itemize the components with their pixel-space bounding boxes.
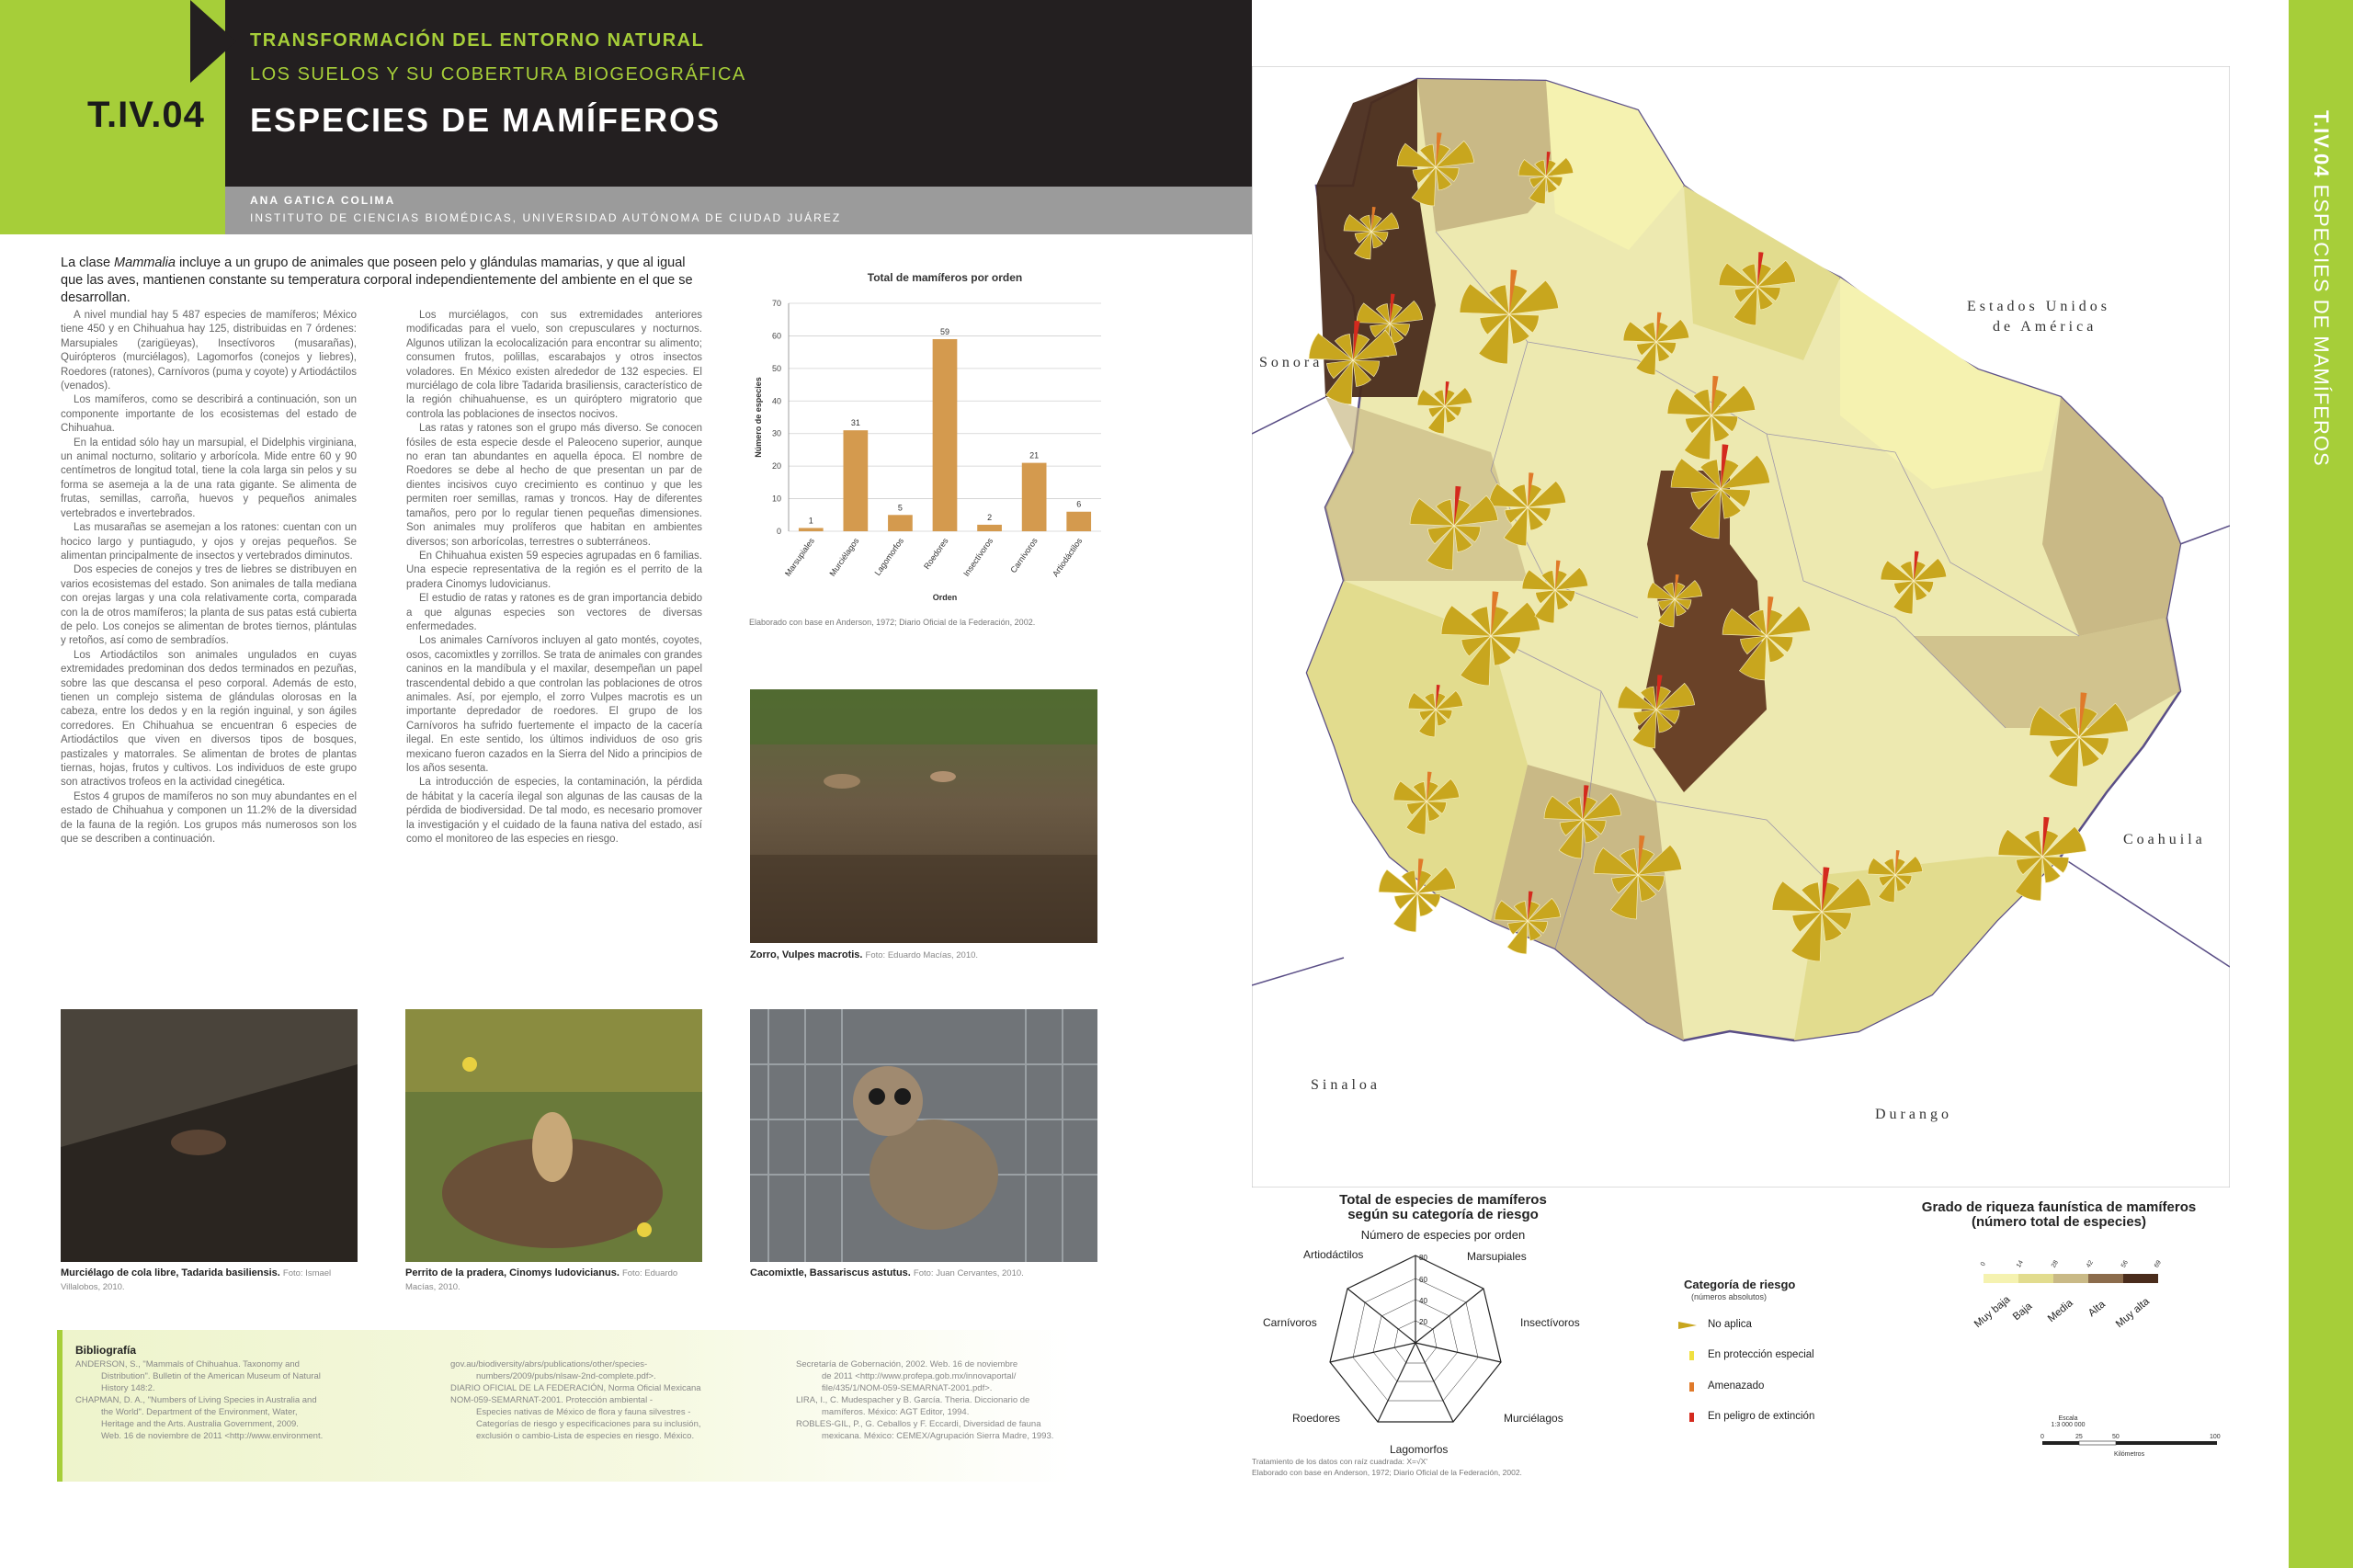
- y-tick-label: 60: [771, 331, 781, 341]
- richness-break: 14: [2015, 1259, 2025, 1269]
- y-tick-label: 30: [771, 428, 781, 438]
- bibliography-accent: [57, 1330, 63, 1482]
- y-tick-label: 40: [771, 396, 781, 406]
- y-axis-label: Número de especies: [754, 377, 763, 458]
- bar: [1066, 512, 1091, 531]
- caption-credit: Foto: Ismael Villalobos, 2010.: [61, 1268, 332, 1292]
- richness-swatch: [2123, 1274, 2158, 1283]
- paragraph: Los Artiodáctilos son animales ungulados en cuyas extremidades predominan dos dedos terminados en pezuñas, sobre las que descansa el peso corporal. Además de esto, tienen un complejo sistema de glándulas olorosas en la cabeza, entre los dedos y en la región inguinal, y son ágiles corredores. En Chihuahua se encuentran 6 especies de Artiodáctilos que viven en diversos tipos de bosques, pastizales y matorrales. Se alimentan de brotes de plantas tiernas, hojas, frutos y cultivos. Los individuos de este grupo son atractivos trofeos en la actividad cinegética.: [61, 649, 357, 789]
- category-label: Insectívoros: [961, 536, 995, 578]
- author-name: ANA GATICA COLIMA: [250, 194, 396, 207]
- side-title-text: ESPECIES DE MAMÍFEROS: [2310, 184, 2333, 467]
- richness-swatch: [1984, 1274, 2018, 1283]
- category-label: En protección especial: [1708, 1349, 1814, 1360]
- bibliography-line: NOM-059-SEMARNAT-2001. Protección ambiental -: [450, 1395, 653, 1405]
- paragraph: En la entidad sólo hay un marsupial, el Didelphis virginiana, un animal nocturno, solitario y arborícola. Mide entre 60 y 90 centímetros de longitud total, tiene la cola larga sin pelos y su forma se asemeja a la de una rata gigante. Se alimenta de frutas, semillas, carroña, huevos y pequeños animales vertebrados e invertebrados.: [61, 437, 357, 519]
- paragraph: Los mamíferos, como se describirá a continuación, son un componente importante de los ecosistemas del estado de Chihuahua.: [61, 394, 357, 435]
- map-source-note: [1252, 1456, 1522, 1478]
- x-axis-label: Orden: [932, 593, 958, 602]
- scale-title: Escala: [2058, 1415, 2078, 1422]
- map-note-2: Elaborado con base en Anderson, 1972; Diario Oficial de la Federación, 2002.: [1252, 1468, 1522, 1477]
- radar-label: Lagomorfos: [1390, 1443, 1449, 1456]
- bar-value-label: 31: [850, 418, 860, 428]
- author-institution: INSTITUTO DE CIENCIAS BIOMÉDICAS, UNIVERSIDAD AUTÓNOMA DE CIUDAD JUÁREZ: [250, 211, 842, 224]
- lead-paragraph: [61, 255, 704, 307]
- bibliography-column-2: [450, 1358, 745, 1442]
- bibliography-line: ROBLES-GIL, P., G. Ceballos y F. Eccardi, Diversidad de fauna: [796, 1419, 1041, 1429]
- photo-prairie-dog-caption: [405, 1267, 709, 1294]
- header-arrow-icon: [190, 0, 236, 83]
- richness-swatch: [2018, 1274, 2053, 1283]
- bibliography-line: mexicana. México: CEMEX/Agrupación Sierra Madre, 1993.: [822, 1431, 1054, 1441]
- bar: [888, 515, 913, 531]
- radar-label: Artiodáctilos: [1303, 1248, 1364, 1261]
- bibliography-line: Web. 16 de noviembre de 2011 <http://www.environment.: [101, 1431, 324, 1441]
- photo-bat-caption: [61, 1267, 364, 1294]
- paragraph: Los animales Carnívoros incluyen al gato montés, coyotes, osos, cacomixtles y zorrillos. Se trata de animales con grandes caninos en la mandíbula y el maxilar, desempeñan un papel trascendental debido a que controlan las poblaciones de otros animales. Así, por ejemplo, el zorro Vulpes macrotis es un importante depredador de roedores. El grupo de los Carnívoros ha sufrido fuertemente el impacto de la cacería ilegal. En este sentido, los últimos individuos de oso gris mexicano fueron cazados en la Sierra del Nido a principios de los años sesenta.: [406, 635, 702, 774]
- richness-break: 0: [1979, 1261, 1987, 1267]
- category-label: Marsupiales: [782, 536, 816, 578]
- category-swatch-peligro: [1689, 1413, 1694, 1422]
- richness-break: 69: [2153, 1259, 2163, 1269]
- scale-bar: [2040, 1434, 2224, 1471]
- richness-label: Muy baja: [1972, 1293, 2013, 1331]
- page-title: ESPECIES DE MAMÍFEROS: [250, 101, 722, 139]
- bibliography-column-1: [75, 1358, 369, 1442]
- paragraph: La introducción de especies, la contaminación, la pérdida de hábitat y la cacería ilegal son algunas de las causas de la pérdida de biodiversidad. De tal modo, es necesario promover la investigación y el cuidado de la fauna nativa del estado, así como el monitoreo de las especies en riesgo.: [406, 777, 702, 846]
- bar-value-label: 2: [987, 512, 993, 522]
- chapter-code: T.IV.04: [87, 95, 205, 135]
- bibliography-line: gov.au/biodiversity/abrs/publications/other/species-: [450, 1359, 648, 1369]
- bar: [977, 525, 1002, 531]
- risk-legend-subtitle: Número de especies por orden: [1360, 1228, 1526, 1242]
- photo-bat: [61, 1009, 358, 1262]
- bar: [933, 339, 958, 531]
- side-title: [2309, 110, 2333, 467]
- caption-text: Perrito de la pradera, Cinomys ludovicianus.: [405, 1267, 620, 1278]
- bibliography-title: Bibliografía: [75, 1344, 137, 1357]
- side-code: T.IV.04: [2310, 110, 2333, 178]
- category-label: Amenazado: [1708, 1381, 1765, 1392]
- caption-credit: Foto: Eduardo Macías, 2010.: [865, 950, 979, 960]
- risk-legend-title: [1259, 1193, 1627, 1222]
- paragraph: El estudio de ratas y ratones es de gran importancia debido a que algunas especies son vectores de diversas enfermedades.: [406, 593, 702, 632]
- chihuahua-map: [1252, 66, 2230, 1187]
- bibliography-line: Distribution". Bulletin of the American Museum of Natural: [101, 1371, 321, 1381]
- category-label: Roedores: [922, 536, 950, 572]
- text-column-1: [61, 309, 357, 846]
- bar-value-label: 1: [808, 516, 813, 526]
- label-usa-2: de América: [1993, 319, 2097, 335]
- bibliography-line: the World". Department of the Environment, Water,: [101, 1407, 298, 1417]
- category-swatch-amenazado: [1689, 1382, 1694, 1392]
- bibliography-line: CHAPMAN, D. A., "Numbers of Living Species in Australia and: [75, 1395, 317, 1405]
- bibliography-line: mamíferos. México: AGT Editor, 1994.: [822, 1407, 970, 1417]
- chart-source: Elaborado con base en Anderson, 1972; Diario Oficial de la Federación, 2002.: [749, 618, 1036, 627]
- bibliography-column-3: [796, 1358, 1090, 1442]
- richness-break: 28: [2050, 1259, 2060, 1269]
- category-label: Lagomorfos: [872, 536, 906, 578]
- bibliography-line: Secretaría de Gobernación, 2002. Web. 16 de noviembre: [796, 1359, 1018, 1369]
- paragraph: Estos 4 grupos de mamíferos no son muy abundantes en el estado de Chihuahua y componen un 11.2% de la diversidad de la fauna de la región. Los grupos más numerosos son los que se describen a continuación.: [61, 790, 357, 846]
- richness-color-bar: [1984, 1274, 2158, 1283]
- richness-legend-title: [1893, 1200, 2224, 1230]
- y-tick-label: 10: [771, 494, 781, 504]
- radar-tick: 20: [1419, 1318, 1427, 1326]
- chart-title: Total de mamíferos por orden: [867, 271, 1023, 284]
- caption-credit: Foto: Juan Cervantes, 2010.: [913, 1268, 1024, 1278]
- caption-text: Cacomixtle, Bassariscus astutus.: [750, 1267, 911, 1278]
- photo-ringtail: [750, 1009, 1097, 1262]
- category-label: Murciélagos: [827, 536, 861, 578]
- bar-value-label: 6: [1076, 499, 1082, 509]
- map-note-1: Tratamiento de los datos con raíz cuadrada: X=√X': [1252, 1457, 1427, 1466]
- photo-fox-caption: [750, 949, 1097, 962]
- category-label: Artiodáctilos: [1051, 536, 1085, 579]
- richness-break: 42: [2085, 1259, 2095, 1269]
- scale-tick: 100: [2210, 1434, 2221, 1440]
- category-label: Carnívoros: [1008, 536, 1040, 575]
- richness-label: Alta: [2086, 1299, 2108, 1320]
- scale-unit: Kilómetros: [2114, 1451, 2145, 1458]
- bibliography-line: DIARIO OFICIAL DE LA FEDERACIÓN, Norma Oficial Mexicana: [450, 1383, 701, 1393]
- richness-swatch: [2088, 1274, 2123, 1283]
- richness-legend-title-1: Grado de riqueza faunística de mamíferos: [1921, 1199, 2197, 1215]
- y-tick-label: 0: [776, 527, 781, 536]
- category-label: No aplica: [1708, 1319, 1752, 1330]
- richness-label: Muy alta: [2114, 1296, 2153, 1331]
- subsection-title: LOS SUELOS Y SU COBERTURA BIOGEOGRÁFICA: [250, 64, 746, 85]
- richness-label: Baja: [2011, 1301, 2035, 1324]
- bibliography-line: Heritage and the Arts. Australia Government, 2009.: [101, 1419, 299, 1429]
- paragraph: Las musarañas se asemejan a los ratones: cuentan con un hocico largo y puntiagudo, y ojos y orejas pequeños. Se alimentan principalmente de insectos y vertebrados diminutos.: [61, 522, 357, 562]
- lead-italic: Mammalia: [114, 256, 176, 270]
- radar-tick: 60: [1419, 1276, 1427, 1284]
- y-tick-label: 50: [771, 363, 781, 373]
- radar-label: Roedores: [1292, 1412, 1341, 1425]
- paragraph: A nivel mundial hay 5 487 especies de mamíferos; México tiene 450 y en Chihuahua hay 125, distribuidas en 7 órdenes: Marsupiales (zarigüeyas), Insectívoros (musarañas), Quirópteros (murciélagos), Lagomorfos (conejos y liebres), Roedores (ratones), Carnívoros (puma y coyote) y Artiodáctilos (venados).: [61, 310, 357, 392]
- y-tick-label: 20: [771, 461, 781, 472]
- paragraph: Los murciélagos, con sus extremidades anteriores modificadas para el vuelo, son crepusculares y nocturnos. Algunos utilizan la ecolocalización para encontrar su alimento; consumen frutos, polillas, escarabajos y otros insectos voladores. En México existen alrededor de 132 especies. El murciélago de cola libre Tadarida brasiliensis, característico de la región chihuahuense, es un quiróptero migratorio que controla las poblaciones de insectos nocivos.: [406, 310, 702, 420]
- paragraph: En Chihuahua existen 59 especies agrupadas en 6 familias. Una especie representativa de la región es el perrito de la pradera Cinomys ludovicianus.: [406, 550, 702, 590]
- bar: [799, 528, 824, 531]
- bar-value-label: 21: [1029, 450, 1040, 460]
- bar: [844, 430, 869, 531]
- paragraph: Las ratas y ratones son el grupo más diverso. Se conocen fósiles de esta especie desde el Paleoceno superior, aunque no eran tan abundantes en aquella época. El nombre de Roedores se debe al hecho de que presentan un par de dientes incisivos cuyo crecimiento es continuo y que les permiten roer semillas, ramas y troncos. Hay de diferentes tamaños, pero por lo regular tienen pequeñas dimensiones. Son animales muy prolíferos que habitan en ambientes diversos; son arborícolas, terrestres o subterráneos.: [406, 423, 702, 548]
- bar: [1022, 463, 1047, 531]
- richness-label: Media: [2046, 1297, 2075, 1325]
- bibliography-line: LIRA, I., C. Mudespacher y B. García. Theria. Diccionario de: [796, 1395, 1030, 1405]
- category-swatch-no-aplica: [1678, 1320, 1697, 1331]
- text-column-2: [406, 309, 702, 846]
- category-label: En peligro de extinción: [1708, 1411, 1815, 1422]
- bibliography-line: numbers/2009/pubs/nlsaw-2nd-complete.pdf>.: [476, 1371, 656, 1381]
- label-sonora: Sonora: [1259, 355, 1324, 370]
- category-legend-subtitle: (números absolutos): [1691, 1292, 1768, 1301]
- lead-post: incluye a un grupo de animales que poseen pelo y glándulas mamarias, y que al igual que las aves, mantienen constante su temperatura corporal independientemente del ambiente en el que se desarrollan.: [61, 256, 693, 305]
- bibliography-line: Categorías de riesgo y especificaciones para su inclusión,: [476, 1419, 701, 1429]
- bibliography-line: ANDERSON, S., "Mammals of Chihuahua. Taxonomy and: [75, 1359, 300, 1369]
- scale: [2022, 1415, 2114, 1428]
- radar-tick: 40: [1419, 1297, 1427, 1305]
- richness-legend-title-2: (número total de especies): [1971, 1214, 2147, 1230]
- richness-break: 56: [2120, 1259, 2130, 1269]
- bar-chart: [735, 267, 1131, 634]
- paragraph: Dos especies de conejos y tres de liebres se distribuyen en varios ecosistemas del estado. Son animales de talla mediana con orejas largas y una cola relativamente corta, comparada con la de otros mamíferos; la planta de sus patas está cubierta de pelo. Los conejos se alimentan de brotes tiernos, plántulas y retoños, así como de sembradíos.: [61, 564, 357, 647]
- radar-label: Marsupiales: [1467, 1250, 1527, 1263]
- category-swatch-proteccion: [1689, 1351, 1694, 1360]
- scale-tick: 25: [2075, 1434, 2083, 1440]
- scale-ratio: 1:3 000 000: [2051, 1422, 2086, 1428]
- photo-prairie-dog: [405, 1009, 702, 1262]
- richness-swatch: [2053, 1274, 2088, 1283]
- bibliography-line: exclusión o cambio-Lista de especies en riesgo. México.: [476, 1431, 695, 1441]
- radar-tick: 80: [1419, 1254, 1427, 1262]
- radar-legend: [1319, 1246, 1512, 1439]
- label-sinaloa: Sinaloa: [1311, 1077, 1381, 1093]
- radar-label: Insectívoros: [1520, 1316, 1580, 1329]
- lead-pre: La clase: [61, 256, 115, 270]
- scale-tick: 0: [2040, 1434, 2044, 1440]
- photo-ringtail-caption: [750, 1267, 1097, 1280]
- bibliography-line: de 2011 <http://www.profepa.gob.mx/innovaportal/: [822, 1371, 1017, 1381]
- label-usa-1: Estados Unidos: [1967, 299, 2110, 314]
- radar-label: Murciélagos: [1504, 1412, 1563, 1425]
- label-coahuila: Coahuila: [2123, 832, 2206, 847]
- section-title: TRANSFORMACIÓN DEL ENTORNO NATURAL: [250, 30, 705, 51]
- bibliography-line: History 148:2.: [101, 1383, 155, 1393]
- radar-label: Carnívoros: [1263, 1316, 1317, 1329]
- caption-text: Murciélago de cola libre, Tadarida basiliensis.: [61, 1267, 280, 1278]
- bar-value-label: 5: [897, 503, 903, 513]
- category-legend-title: Categoría de riesgo: [1684, 1278, 1796, 1291]
- risk-legend-title-1: Total de especies de mamíferos: [1339, 1192, 1547, 1208]
- bibliography-line: file/435/1/NOM-059-SEMARNAT-2001.pdf>.: [822, 1383, 993, 1393]
- caption-credit: Foto: Eduardo Macías, 2010.: [405, 1268, 678, 1292]
- label-durango: Durango: [1875, 1107, 1952, 1122]
- caption-text: Zorro, Vulpes macrotis.: [750, 949, 863, 960]
- y-tick-label: 70: [771, 299, 781, 308]
- photo-fox: [750, 689, 1097, 943]
- scale-tick: 50: [2112, 1434, 2120, 1440]
- bar-value-label: 59: [939, 326, 950, 336]
- risk-legend-title-2: según su categoría de riesgo: [1347, 1207, 1539, 1222]
- bibliography-line: Especies nativas de México de flora y fauna silvestres -: [476, 1407, 691, 1417]
